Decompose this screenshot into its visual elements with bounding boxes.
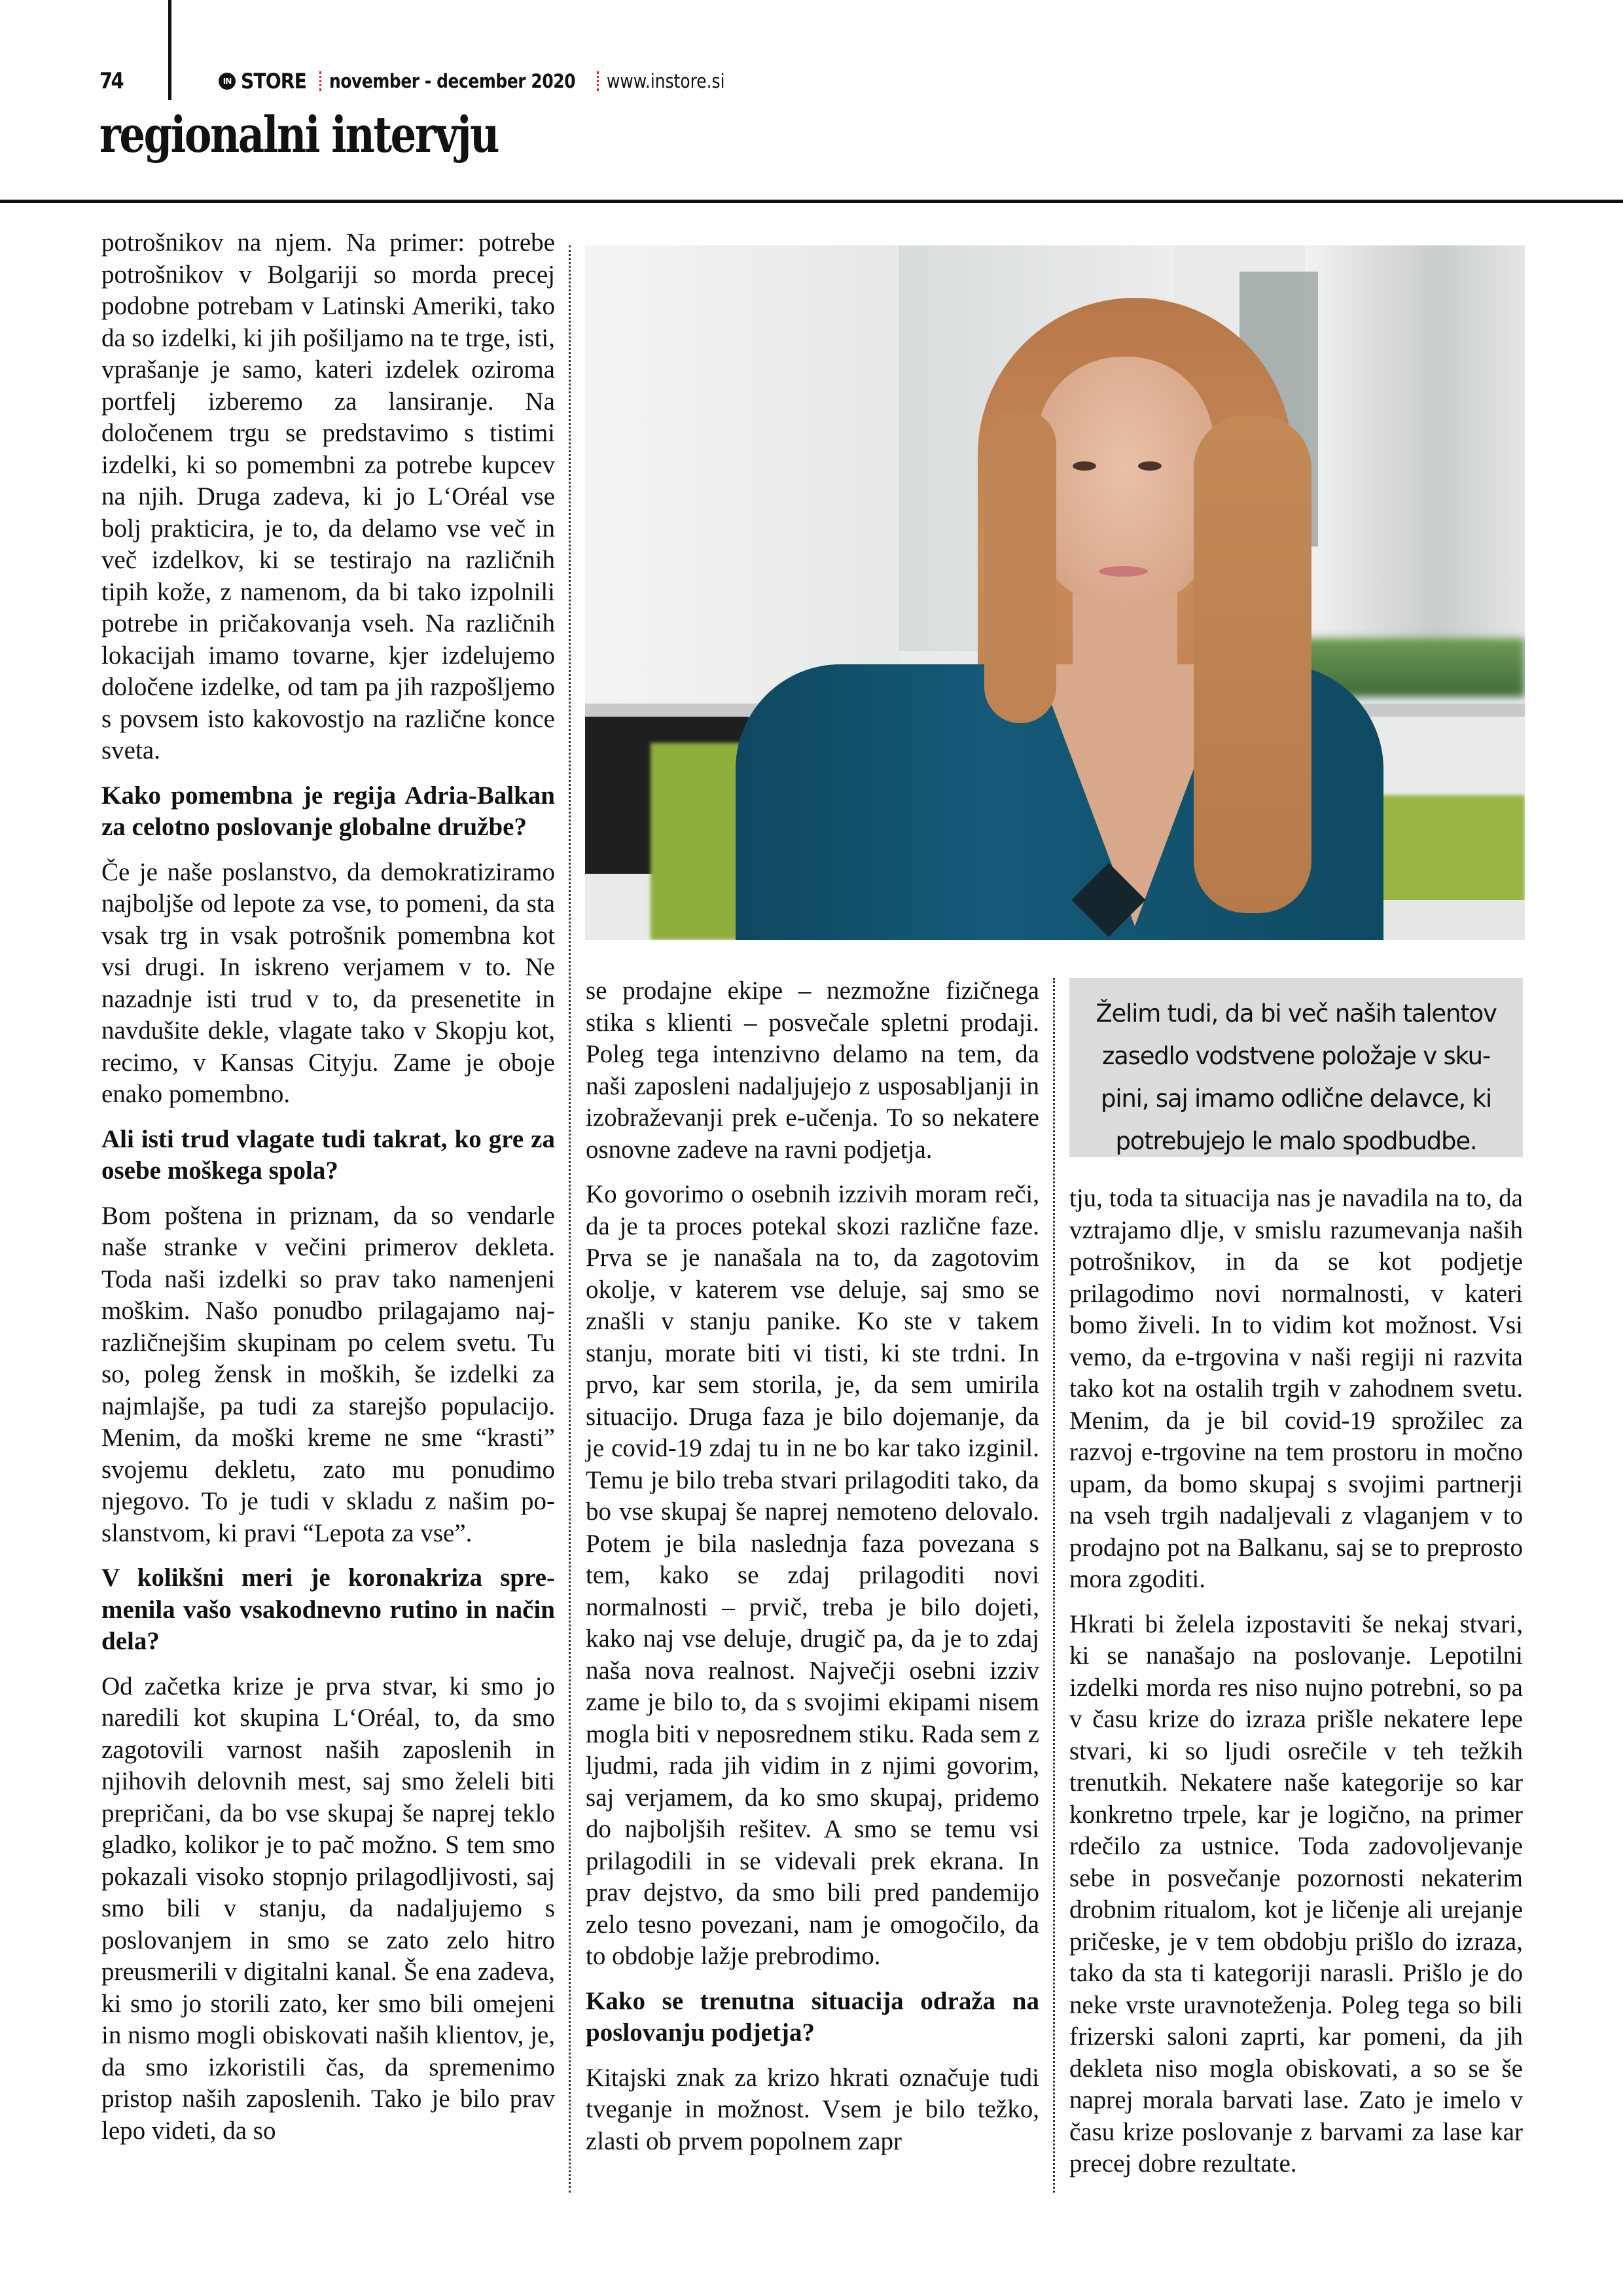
body-paragraph: Če je naše poslanstvo, da demokratiziramo najboljše od lepote za vse, to pomeni, da sta vsak trg in vsak potrošnik pomembna kot vsi drugi. In iskreno verjamem v to. Ne nazadnje isti trud v to, da presenetite in navdušite dekle, vlagate tako v Skopju kot, recimo, v Kansas Cityju. Zame je oboje enako pomembno.: [101, 857, 555, 1108]
body-paragraph: tju, toda ta situacija nas je navadila na to, da vztrajamo dlje, v smislu razumevanja naših potrošnikov, in da se kot podjetje prilagodimo novi normalnosti, v kateri bomo živeli. In to vidim kot možnost. Vsi vemo, da e-trgovina v naši regiji ni razvita tako kot na ostalih trgih v zahodnem svetu. Menim, da je bil covid-19 sprožilec za razvoj e-trgovine na tem prostoru in močno upam, da bomo skupaj s svojimi partnerji na vseh trgih nadaljevali z vlaganjem v to prodajno pot na Balkanu, saj se to preprosto mora zgoditi.: [1069, 1184, 1523, 1593]
column-divider: [1053, 978, 1055, 2193]
photo-person-hair: [984, 409, 1056, 723]
photo-person-lips: [1099, 566, 1148, 577]
photo-person-eye: [1138, 461, 1162, 471]
article-column-1: [101, 227, 555, 2160]
pull-quote-line: pini, saj imamo odlične delavce, ki: [1101, 1085, 1491, 1113]
header-vertical-rule: [168, 0, 171, 100]
body-paragraph: Kitajski znak za krizo hkrati označuje tudi tveganje in možnost. Vsem je bilo težko, zlasti ob prvem popolnem zapr: [586, 2063, 1039, 2155]
photo-person-eye: [1073, 461, 1096, 471]
header-horizontal-rule: [0, 200, 1623, 203]
issue-date: november - december 2020: [329, 70, 575, 92]
website-url[interactable]: www.instore.si: [606, 70, 725, 92]
instore-logo-icon: IN: [219, 73, 236, 90]
interview-question: V kolikšni meri je koronakriza spremenila vašo vsakodnevno rutino in način dela?: [101, 1564, 555, 1655]
interview-question: Kako se trenutna situacija odraža na poslovanju podjetja?: [586, 1986, 1039, 2047]
interview-question: Kako pomembna je regija Adria-Balkan za celotno poslovanje globalne družbe?: [101, 781, 555, 841]
article-column-2: [586, 975, 1039, 2170]
photo-background: [1305, 245, 1525, 671]
body-paragraph: se prodajne ekipe – nezmožne fizičnega stika s klienti – posvečale spletni prodaji. Poleg tega intenzivno delamo na tem, da naši zaposleni nadaljujejo z usposabljanji in izobraževanji prek e-učenja. To so nekatere osnovne zadeve na ravni podjetja.: [586, 977, 1039, 1164]
pull-quote: [1069, 978, 1523, 1157]
body-paragraph: potrošnikov na njem. Na primer: potrebe potrošnikov v Bolgariji so morda precej podobne potrebam v Latinski Ameriki, tako da so izdelki, ki jih pošiljamo na te trge, isti, vprašanje je samo, kateri izdelek oziroma portfelj izberemo za lansiranje. Na določenem trgu se predstavimo s tistimi izdelki, ki so pomembni za potrebe kupcev na njih. Druga zadeva, ki jo L‘Oréal vse bolj prakticira, je to, da delamo vse več in več izdelkov, ki se testirajo na različnih tipih kože, z namenom, da bi tako izpolnili potrebe in pričakovanja vseh. Na različnih lokacijah imamo tovarne, kjer izdelujemo določene izdelke, od tam pa jih razpošljemo s povsem isto kakovostjo na različne konce sveta.: [101, 228, 555, 764]
pull-quote-line: Želim tudi, da bi več naših talentov: [1096, 999, 1497, 1028]
body-paragraph: Hkrati bi želela izpostaviti še nekaj stvari, ki se nanašajo na poslovanje. Lepotilni izdelki morda res niso nujno potrebni, so pa v času krize do izraza prišle nekatere lepe stvari, ki so ljudi osrečile v teh težkih trenutkih. Nekatere naše kategorije so kar konkretno trpele, kar je logično, na primer rdečilo za ustnice. Toda zadovoljevanje sebe in posvečanje pozornosti nekaterim drobnim ritualom, kot je ličenje ali urejanje pričeske, je v tem obdobju prišlo do izraza, tako da sta ti kategoriji narasli. Prišlo je do neke vrste uravnoteženja. Poleg tega so bili frizerski saloni zaprti, kar pomeni, da jih dekleta niso mogla obiskovati, a so se še naprej morala barvati lase. Zato je imelo v času krize poslovanje z barvami za lase kar precej dobre rezultate.: [1069, 1609, 1523, 2178]
publication-name: STORE: [241, 69, 306, 94]
page-number: 74: [99, 68, 123, 94]
separator-dotted: [319, 71, 321, 91]
body-paragraph: Od začetka krize je prva stvar, ki smo jo naredili kot skupina L‘Oréal, to, da smo zagotovili varnost naših zaposlenih in njihovih delovnih mest, saj smo želeli biti prepričani, da bo vse skupaj še naprej teklo gladko, kolikor je to pač možno. S tem smo pokazali visoko stopnjo prilagodljivosti, saj smo bili v stanju, da nadaljujemo s poslovanjem in smo se zato zelo hitro preusmerili v digitalni kanal. Še ena zadeva, ki smo jo storili zato, ker smo bili omejeni in nismo mogli obiskovati naših klientov, je, da smo izkoristili čas, da spremenimo pristop naših zaposlenih. Tako je bilo prav lepo videti, da so: [101, 1672, 555, 2145]
body-paragraph: Bom poštena in priznam, da so vendarle naše stranke v večini primerov dekleta. Toda naši izdelki so prav tako namenjeni moškim. Našo ponudbo prilagajamo najrazličnejšim skupinam po celem svetu. Tu so, poleg žensk in moških, še izdelki za najmlajše, pa tudi za starejšo populacijo. Menim, da moški kreme ne sme “krasti” svojemu dekletu, zato mu ponudimo njegovo. To je tudi v skladu z našim poslanstvom, ki pravi “Lepota za vse”.: [101, 1201, 555, 1547]
portrait-photo: [585, 245, 1525, 940]
separator-dotted: [597, 71, 599, 91]
photo-person-hair: [1194, 416, 1311, 913]
pull-quote-line: zasedlo vodstvene položaje v sku-: [1101, 1042, 1491, 1070]
masthead: [219, 68, 744, 94]
column-divider: [569, 245, 571, 2193]
body-paragraph: Ko govorimo o osebnih izzivih moram reči, da je ta proces potekal skozi različne faze. Prva se je nanašala na to, da zagotovim okolje, v katerem vse deluje, saj smo se znašli v stanju panike. Ko ste v takem stanju, morate biti vi tisti, ki ste trdni. In prvo, kar sem storila, je, da sem umirila situacijo. Druga faza je bilo dojemanje, da je covid-19 zdaj tu in ne bo kar tako izginil. Temu je bilo treba stvari prilagoditi tako, da bo vse skupaj še naprej nemoteno delovalo. Potem je bila naslednja faza povezana s tem, kako se zdaj prilagoditi novi normalnosti – prvič, treba je bilo dojeti, kako naj vse deluje, drugič pa, da je to zdaj naša nova realnost. Največji osebni izziv zame je bilo to, da s svojimi ekipami nisem mogla biti v neposrednem stiku. Rada sem z ljudmi, rada jih vidim in z njimi govorim, saj verjamem, da ko smo skupaj, pridemo do najboljših rešitev. A smo se temu vsi prilagodili in se videvali prek ekrana. In prav dejstvo, da smo bili pred pandemijo zelo tesno povezani, nam je omogočilo, da to obdobje lažje prebrodimo.: [586, 1180, 1039, 1970]
section-title: regionalni intervju: [99, 105, 498, 164]
photo-background: [585, 245, 899, 704]
pull-quote-line: potrebujejo le malo spodbudbe.: [1115, 1127, 1477, 1155]
interview-question: Ali isti trud vlagate tudi takrat, ko gre za osebe moškega spola?: [101, 1124, 555, 1185]
article-column-3: [1069, 1183, 1523, 2193]
